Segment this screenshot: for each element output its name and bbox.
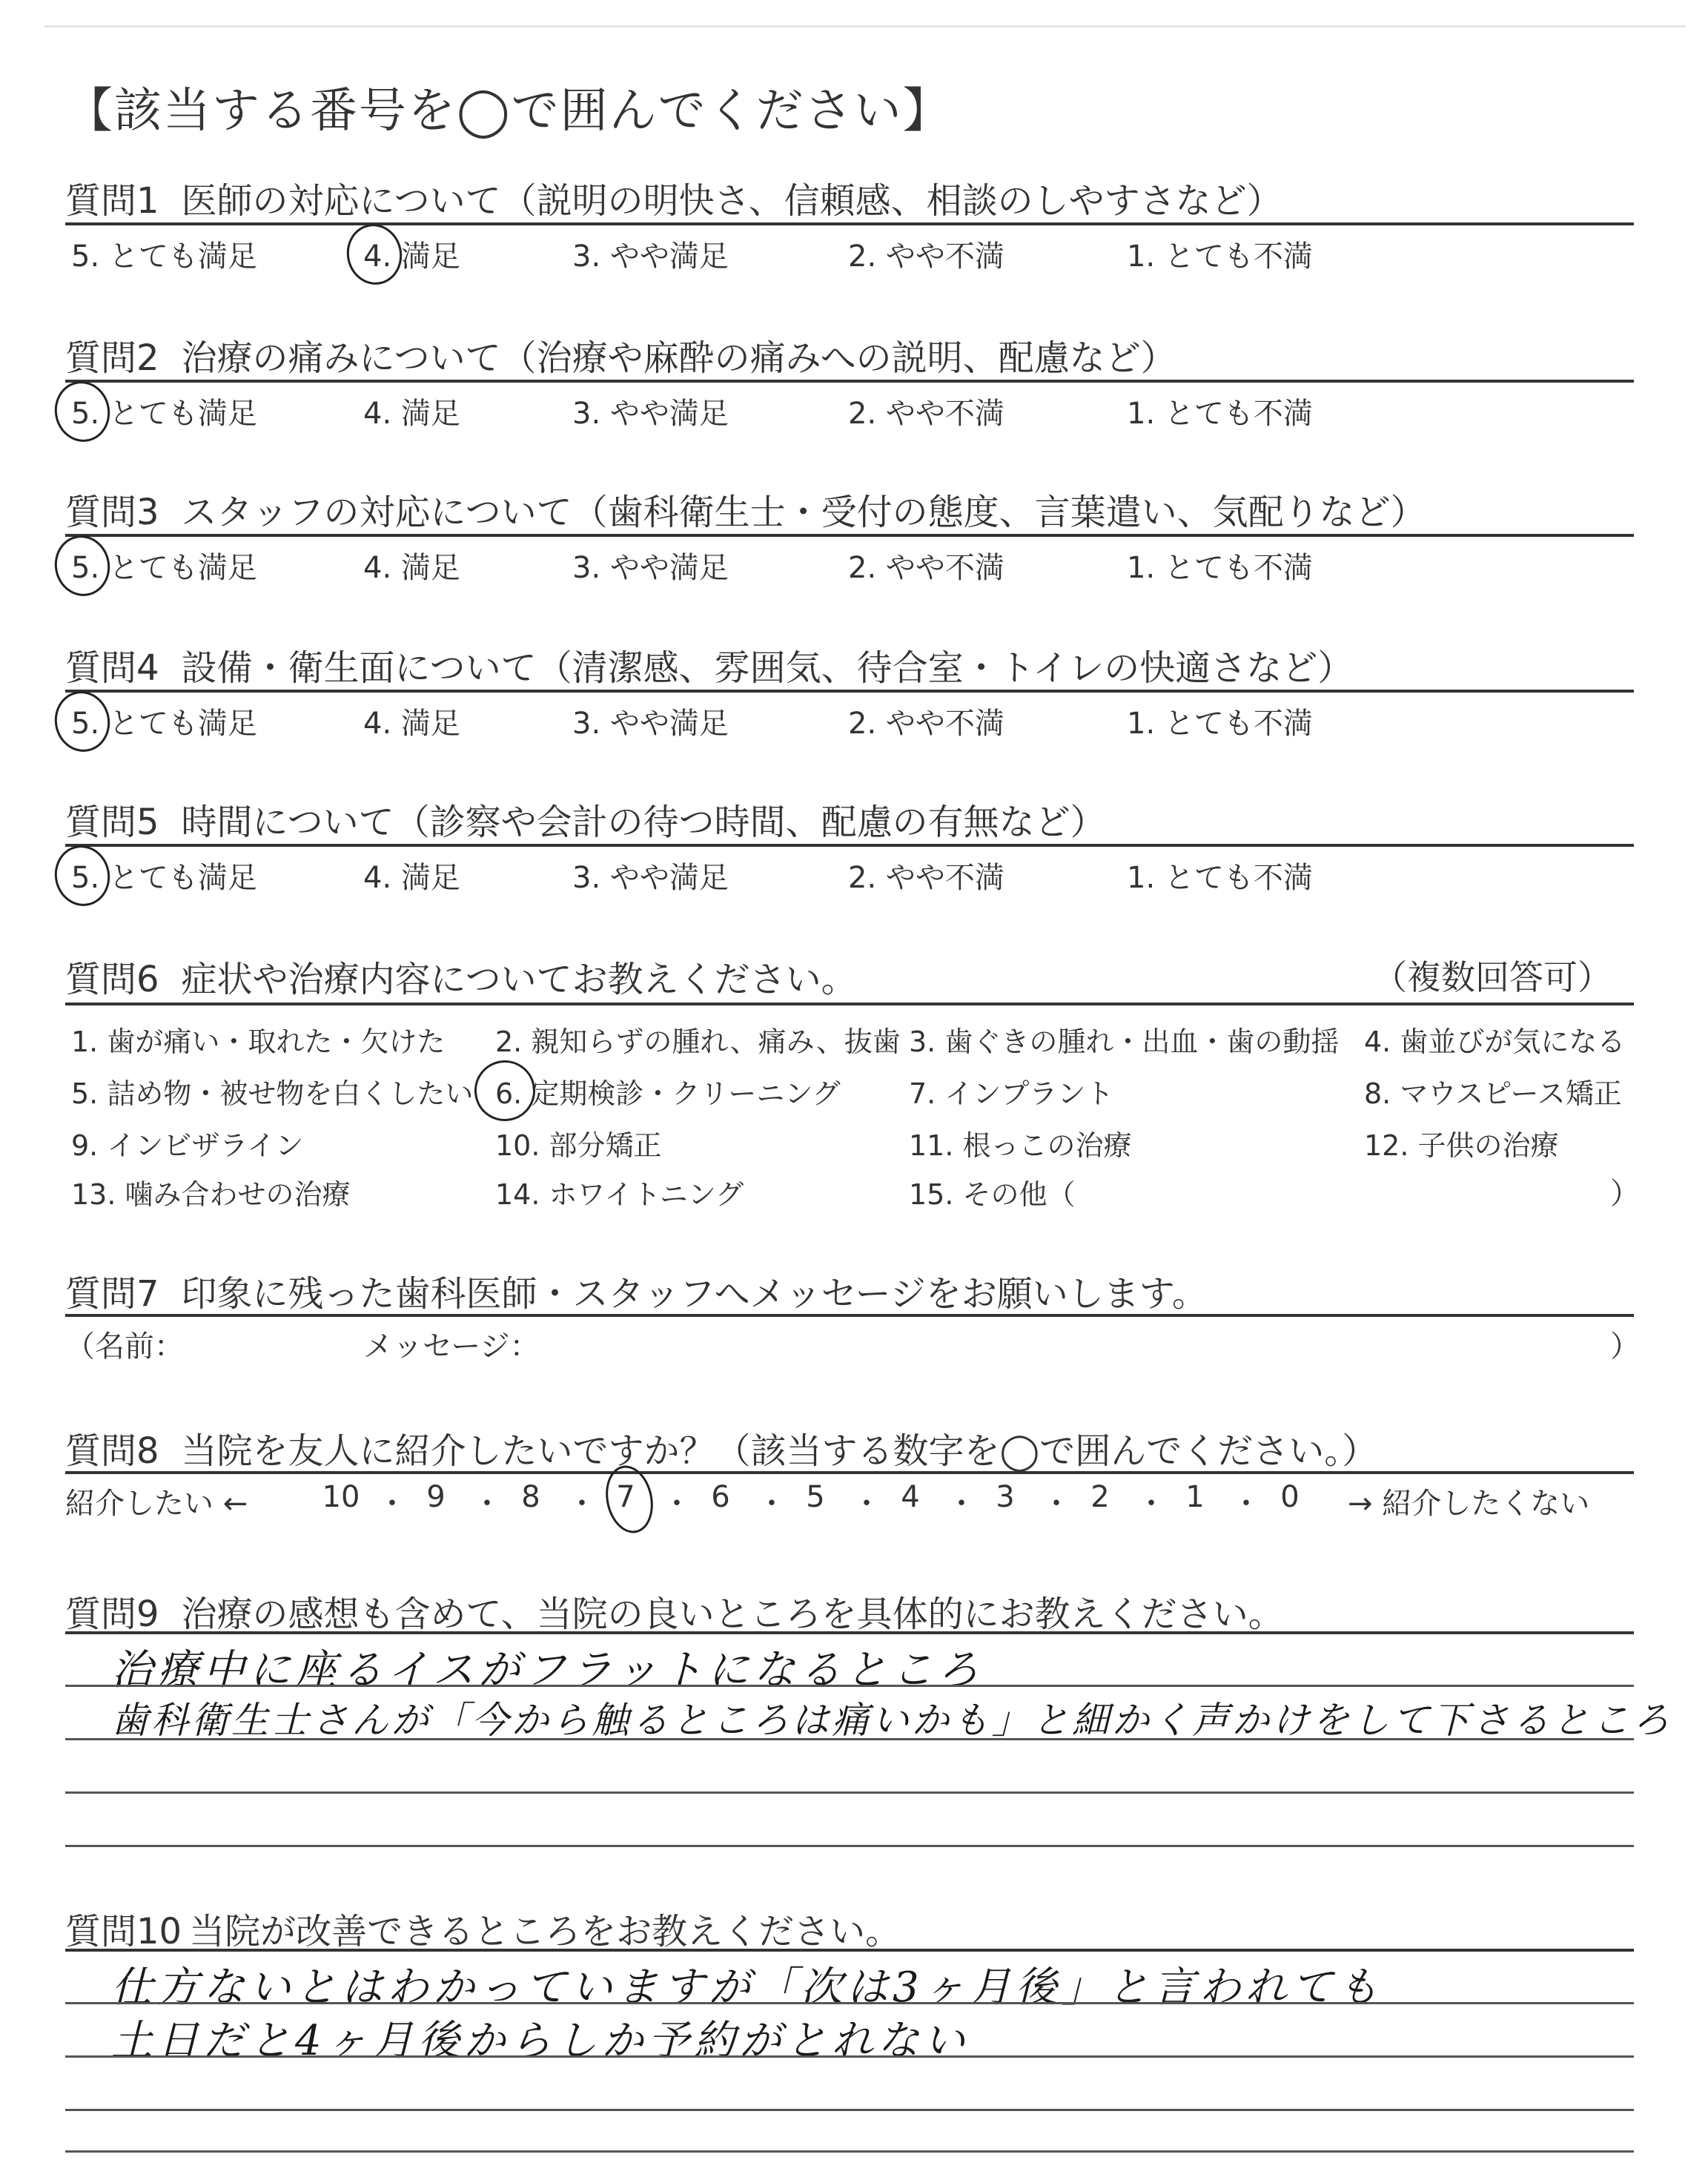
q5-option-3[interactable]: 3. やや満足 bbox=[572, 861, 729, 895]
q6-option-4[interactable]: 4. 歯並びが気になる bbox=[1364, 1025, 1626, 1058]
q7-text: 印象に残った歯科医師・スタッフへメッセージをお願いします。 bbox=[181, 1273, 1208, 1315]
q7-number: 質問7 bbox=[65, 1273, 159, 1315]
q8-title bbox=[65, 1422, 1377, 1473]
q6-close-paren: ） bbox=[1610, 1177, 1640, 1211]
q8-scale-separator: ・ bbox=[1136, 1487, 1166, 1521]
q1-option-5[interactable]: 5. とても満足 bbox=[71, 240, 257, 274]
q6-option-15[interactable]: 15. その他（ bbox=[909, 1178, 1076, 1211]
q2-rule bbox=[65, 380, 1634, 383]
q10-answer-rule-4 bbox=[65, 2150, 1634, 2153]
q6-title bbox=[65, 951, 857, 1002]
q5-title bbox=[65, 793, 1106, 845]
q8-scale-separator: ・ bbox=[472, 1487, 502, 1521]
top-divider bbox=[44, 25, 1686, 27]
q6-option-9[interactable]: 9. インビザライン bbox=[71, 1129, 304, 1162]
q8-rule bbox=[65, 1471, 1634, 1474]
q10-answer-rule-2 bbox=[65, 2055, 1634, 2058]
q9-answer-rule-4 bbox=[65, 1845, 1634, 1847]
q10-answer-rule-1 bbox=[65, 2002, 1634, 2004]
q8-scale-separator: ・ bbox=[757, 1487, 787, 1521]
instruction-header: 【該当する番号を◯で囲んでください】 bbox=[65, 84, 952, 139]
q8-scale-4[interactable]: 4 bbox=[901, 1480, 920, 1514]
q1-rule bbox=[65, 222, 1634, 225]
q8-right-label: → 紹介したくない bbox=[1348, 1487, 1590, 1521]
q3-option-3[interactable]: 3. やや満足 bbox=[572, 551, 729, 585]
q10-number: 質問10 bbox=[65, 1911, 182, 1952]
q6-option-13[interactable]: 13. 噛み合わせの治療 bbox=[71, 1178, 351, 1211]
q4-option-5[interactable]: 5. とても満足 bbox=[71, 707, 257, 741]
q6-number: 質問6 bbox=[65, 959, 159, 1000]
q8-scale-7[interactable]: 7 bbox=[616, 1480, 635, 1514]
q8-scale-1[interactable]: 1 bbox=[1185, 1480, 1205, 1514]
q4-rule bbox=[65, 690, 1634, 693]
q8-scale-0[interactable]: 0 bbox=[1280, 1480, 1300, 1514]
q2-number: 質問2 bbox=[65, 337, 159, 379]
q6-option-8[interactable]: 8. マウスピース矯正 bbox=[1364, 1077, 1622, 1110]
q8-scale-5[interactable]: 5 bbox=[806, 1480, 825, 1514]
q7-title bbox=[65, 1265, 1208, 1316]
q4-number: 質問4 bbox=[65, 647, 159, 689]
q8-scale-2[interactable]: 2 bbox=[1090, 1480, 1110, 1514]
q8-left-label: 紹介したい ← bbox=[65, 1487, 248, 1521]
q4-title bbox=[65, 639, 1353, 690]
q6-hand-circle bbox=[469, 1054, 540, 1126]
q8-scale-separator: ・ bbox=[377, 1487, 407, 1521]
q8-scale-9[interactable]: 9 bbox=[426, 1480, 446, 1514]
q3-rule bbox=[65, 534, 1634, 537]
q10-rule bbox=[65, 1949, 1634, 1952]
q2-option-3[interactable]: 3. やや満足 bbox=[572, 397, 729, 431]
q9-title bbox=[65, 1585, 1284, 1636]
q7-rule bbox=[65, 1314, 1634, 1317]
q4-option-2[interactable]: 2. やや不満 bbox=[848, 707, 1004, 741]
q4-hand-circle bbox=[49, 686, 115, 757]
q1-hand-circle bbox=[341, 219, 407, 290]
q6-option-5[interactable]: 5. 詰め物・被せ物を白くしたい bbox=[71, 1077, 474, 1110]
q10-answer-line-2: 土日だと4ヶ月後からしか予約がとれない bbox=[111, 2017, 970, 2065]
q6-option-14[interactable]: 14. ホワイトニング bbox=[495, 1178, 744, 1211]
q2-text: 治療の痛みについて（治療や麻酔の痛みへの説明、配慮など） bbox=[181, 337, 1176, 379]
q1-number: 質問1 bbox=[65, 180, 159, 222]
q7-name-label: （名前： bbox=[65, 1330, 184, 1364]
q8-scale-separator: ・ bbox=[567, 1487, 597, 1521]
q8-scale-3[interactable]: 3 bbox=[996, 1480, 1015, 1514]
q9-number: 質問9 bbox=[65, 1593, 159, 1635]
q4-option-4[interactable]: 4. 満足 bbox=[363, 707, 460, 741]
q9-answer-line-1: 治療中に座るイスがフラットになるところ bbox=[111, 1646, 984, 1694]
q9-rule bbox=[65, 1631, 1634, 1634]
q2-option-2[interactable]: 2. やや不満 bbox=[848, 397, 1004, 431]
q8-scale-separator: ・ bbox=[662, 1487, 692, 1521]
q1-option-4[interactable]: 4. 満足 bbox=[363, 240, 460, 274]
q6-option-7[interactable]: 7. インプラント bbox=[909, 1077, 1114, 1110]
q2-option-1[interactable]: 1. とても不満 bbox=[1127, 397, 1313, 431]
q8-scale-6[interactable]: 6 bbox=[711, 1480, 730, 1514]
q5-rule bbox=[65, 844, 1634, 847]
q3-option-4[interactable]: 4. 満足 bbox=[363, 551, 460, 585]
q5-hand-circle bbox=[49, 840, 115, 911]
q2-hand-circle bbox=[49, 376, 115, 447]
q9-text: 治療の感想も含めて、当院の良いところを具体的にお教えください。 bbox=[181, 1593, 1284, 1635]
q5-option-2[interactable]: 2. やや不満 bbox=[848, 861, 1004, 895]
q5-option-5[interactable]: 5. とても満足 bbox=[71, 861, 257, 895]
q3-hand-circle bbox=[49, 530, 115, 601]
q7-close-paren: ） bbox=[1610, 1330, 1640, 1364]
q6-option-2[interactable]: 2. 親知らずの腫れ、痛み、抜歯 bbox=[495, 1025, 901, 1058]
q2-option-4[interactable]: 4. 満足 bbox=[363, 397, 460, 431]
q6-text: 症状や治療内容についてお教えください。 bbox=[181, 959, 857, 1000]
q8-scale-separator: ・ bbox=[1042, 1487, 1071, 1521]
q4-option-3[interactable]: 3. やや満足 bbox=[572, 707, 729, 741]
q8-number: 質問8 bbox=[65, 1430, 159, 1472]
q3-title bbox=[65, 483, 1426, 535]
q8-scale-separator: ・ bbox=[1231, 1487, 1261, 1521]
q1-text: 医師の対応について（説明の明快さ、信頼感、相談のしやすさなど） bbox=[181, 180, 1282, 222]
q5-text: 時間について（診察や会計の待つ時間、配慮の有無など） bbox=[181, 802, 1106, 843]
q8-scale-separator: ・ bbox=[947, 1487, 976, 1521]
q4-option-1[interactable]: 1. とても不満 bbox=[1127, 707, 1313, 741]
q8-scale-separator: ・ bbox=[852, 1487, 881, 1521]
q6-option-3[interactable]: 3. 歯ぐきの腫れ・出血・歯の動揺 bbox=[909, 1025, 1340, 1058]
q1-option-1[interactable]: 1. とても不満 bbox=[1127, 240, 1313, 274]
q5-number: 質問5 bbox=[65, 802, 159, 843]
q9-answer-line-2: 歯科衛生士さんが「今から触るところは痛いかも」と細かく声かけをして下さるところ bbox=[111, 1699, 1672, 1742]
q6-rule bbox=[65, 1003, 1634, 1005]
q6-multiple-note: （複数回答可） bbox=[1373, 957, 1612, 997]
q9-answer-rule-2 bbox=[65, 1738, 1634, 1740]
q3-option-1[interactable]: 1. とても不満 bbox=[1127, 551, 1313, 585]
q5-option-1[interactable]: 1. とても不満 bbox=[1127, 861, 1313, 895]
q1-title bbox=[65, 172, 1282, 223]
q6-option-10[interactable]: 10. 部分矯正 bbox=[495, 1129, 662, 1162]
q1-option-2[interactable]: 2. やや不満 bbox=[848, 240, 1004, 274]
q6-option-12[interactable]: 12. 子供の治療 bbox=[1364, 1129, 1559, 1162]
q3-option-2[interactable]: 2. やや不満 bbox=[848, 551, 1004, 585]
q10-title bbox=[65, 1903, 901, 1954]
q6-option-1[interactable]: 1. 歯が痛い・取れた・欠けた bbox=[71, 1025, 446, 1058]
q10-answer-rule-3 bbox=[65, 2109, 1634, 2111]
q10-answer-line-1: 仕方ないとはわかっていますが「次は3ヶ月後」と言われても bbox=[111, 1964, 1383, 2012]
q8-text: 当院を友人に紹介したいですか？（該当する数字を◯で囲んでください。） bbox=[181, 1430, 1378, 1472]
q5-option-4[interactable]: 4. 満足 bbox=[363, 861, 460, 895]
q6-option-6[interactable]: 6. 定期検診・クリーニング bbox=[495, 1077, 841, 1110]
q9-answer-rule-1 bbox=[65, 1685, 1634, 1687]
q3-text: スタッフの対応について（歯科衛生士・受付の態度、言葉遣い、気配りなど） bbox=[181, 492, 1426, 533]
q3-option-5[interactable]: 5. とても満足 bbox=[71, 551, 257, 585]
q6-option-11[interactable]: 11. 根っこの治療 bbox=[909, 1129, 1132, 1162]
q10-text: 当院が改善できるところをお教えください。 bbox=[189, 1911, 901, 1952]
q8-scale-10[interactable]: 10 bbox=[322, 1480, 360, 1514]
q4-text: 設備・衛生面について（清潔感、雰囲気、待合室・トイレの快適さなど） bbox=[181, 647, 1354, 689]
q1-option-3[interactable]: 3. やや満足 bbox=[572, 240, 729, 274]
q2-title bbox=[65, 329, 1176, 380]
q8-scale-8[interactable]: 8 bbox=[521, 1480, 540, 1514]
q7-message-label: メッセージ： bbox=[363, 1330, 540, 1364]
q3-number: 質問3 bbox=[65, 492, 159, 533]
q2-option-5[interactable]: 5. とても満足 bbox=[71, 397, 257, 431]
q9-answer-rule-3 bbox=[65, 1791, 1634, 1794]
